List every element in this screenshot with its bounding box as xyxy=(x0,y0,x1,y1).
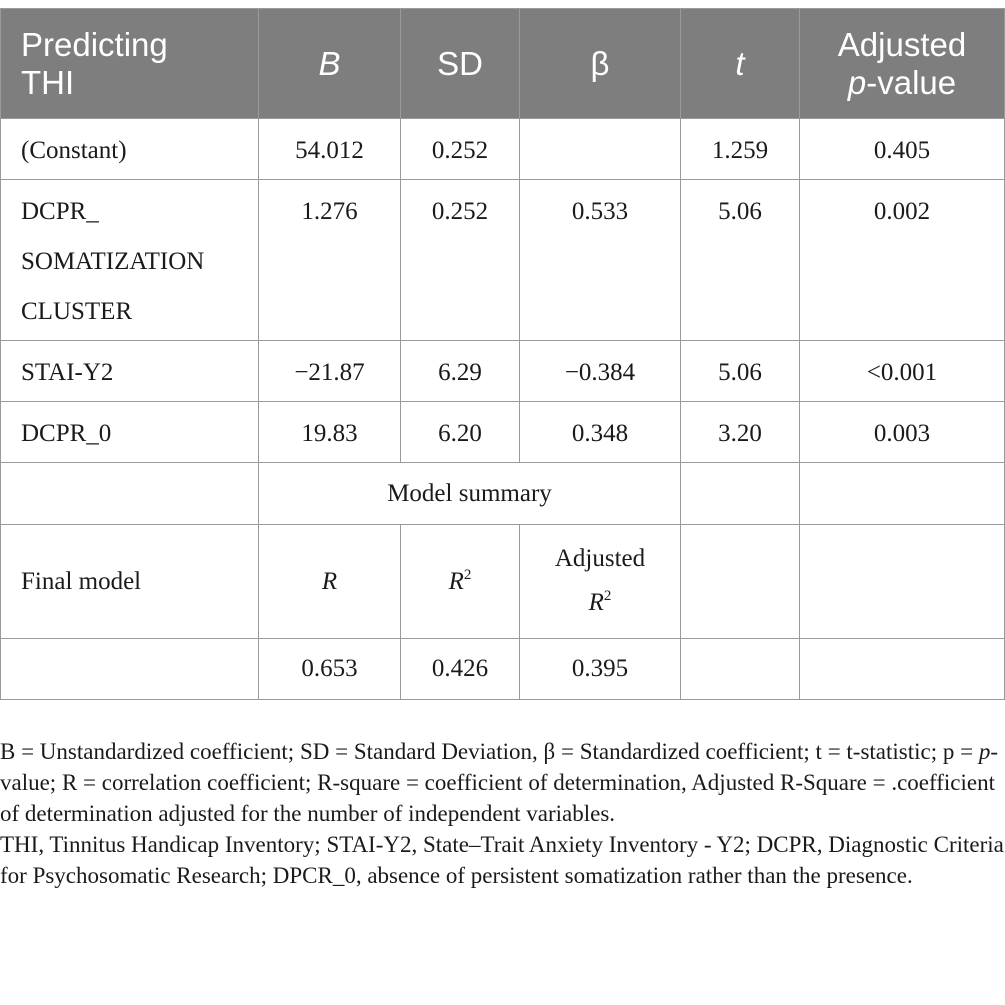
cell-t: 5.06 xyxy=(681,180,800,341)
final-model-adjusted-r2: Adjusted $R^2$ xyxy=(520,525,681,639)
table-footnotes xyxy=(0,736,1004,891)
cell-t: 5.06 xyxy=(681,341,800,402)
final-model-r: R xyxy=(259,525,401,639)
summary-r2-value: 0.426 xyxy=(401,639,520,700)
table-row xyxy=(1,180,1005,341)
table-row xyxy=(1,119,1005,180)
row-label: STAI-Y2 xyxy=(1,341,259,402)
cell-p: <0.001 xyxy=(800,341,1005,402)
cell-beta: −0.384 xyxy=(520,341,681,402)
empty-cell xyxy=(800,525,1005,639)
final-model-row xyxy=(1,525,1005,639)
cell-b: 1.276 xyxy=(259,180,401,341)
model-summary-label: Model summary xyxy=(259,463,681,525)
cell-b: 19.83 xyxy=(259,402,401,463)
table-row xyxy=(1,341,1005,402)
header-b: B xyxy=(259,9,401,119)
cell-p: 0.002 xyxy=(800,180,1005,341)
row-label: DCPR_ SOMATIZATION CLUSTER xyxy=(1,180,259,341)
cell-beta: 0.348 xyxy=(520,402,681,463)
empty-cell xyxy=(800,639,1005,700)
empty-cell xyxy=(681,525,800,639)
cell-p: 0.003 xyxy=(800,402,1005,463)
model-summary-row xyxy=(1,463,1005,525)
empty-cell xyxy=(681,463,800,525)
table-header-row xyxy=(1,9,1005,119)
empty-cell xyxy=(800,463,1005,525)
header-sd: SD xyxy=(401,9,520,119)
footnote-abbreviations-stats: B = Unstandardized coefficient; SD = Standard Deviation, β = Standardized coefficient; t = t-statistic; p = p-value; R = correlation coefficient; R-square = coefficient of determination, Adjusted R-Square = .coefficient of determination adjusted for the number of independent variables. xyxy=(0,739,999,826)
cell-sd: 0.252 xyxy=(401,119,520,180)
final-model-r2: $R^2$ xyxy=(401,525,520,639)
cell-t: 3.20 xyxy=(681,402,800,463)
footnote-abbreviations-scales: THI, Tinnitus Handicap Inventory; STAI-Y2, State–Trait Anxiety Inventory - Y2; DCPR, Diagnostic Criteria for Psychosomatic Research; DPCR_0, absence of persistent somatization rather than the presence. xyxy=(0,832,1004,888)
table-row xyxy=(1,402,1005,463)
empty-cell xyxy=(1,639,259,700)
row-label: DCPR_0 xyxy=(1,402,259,463)
empty-cell xyxy=(1,463,259,525)
cell-b: 54.012 xyxy=(259,119,401,180)
header-predicting-thi: Predicting THI xyxy=(1,9,259,119)
row-label: (Constant) xyxy=(1,119,259,180)
header-adjusted-p-value: Adjusted p-value xyxy=(800,9,1005,119)
cell-sd: 0.252 xyxy=(401,180,520,341)
cell-sd: 6.29 xyxy=(401,341,520,402)
cell-p: 0.405 xyxy=(800,119,1005,180)
regression-table xyxy=(0,8,1005,700)
empty-cell xyxy=(681,639,800,700)
summary-values-row xyxy=(1,639,1005,700)
cell-t: 1.259 xyxy=(681,119,800,180)
cell-beta: 0.533 xyxy=(520,180,681,341)
summary-r-value: 0.653 xyxy=(259,639,401,700)
header-beta: β xyxy=(520,9,681,119)
final-model-label: Final model xyxy=(1,525,259,639)
cell-b: −21.87 xyxy=(259,341,401,402)
cell-beta xyxy=(520,119,681,180)
cell-sd: 6.20 xyxy=(401,402,520,463)
header-t: t xyxy=(681,9,800,119)
summary-adjusted-r2-value: 0.395 xyxy=(520,639,681,700)
